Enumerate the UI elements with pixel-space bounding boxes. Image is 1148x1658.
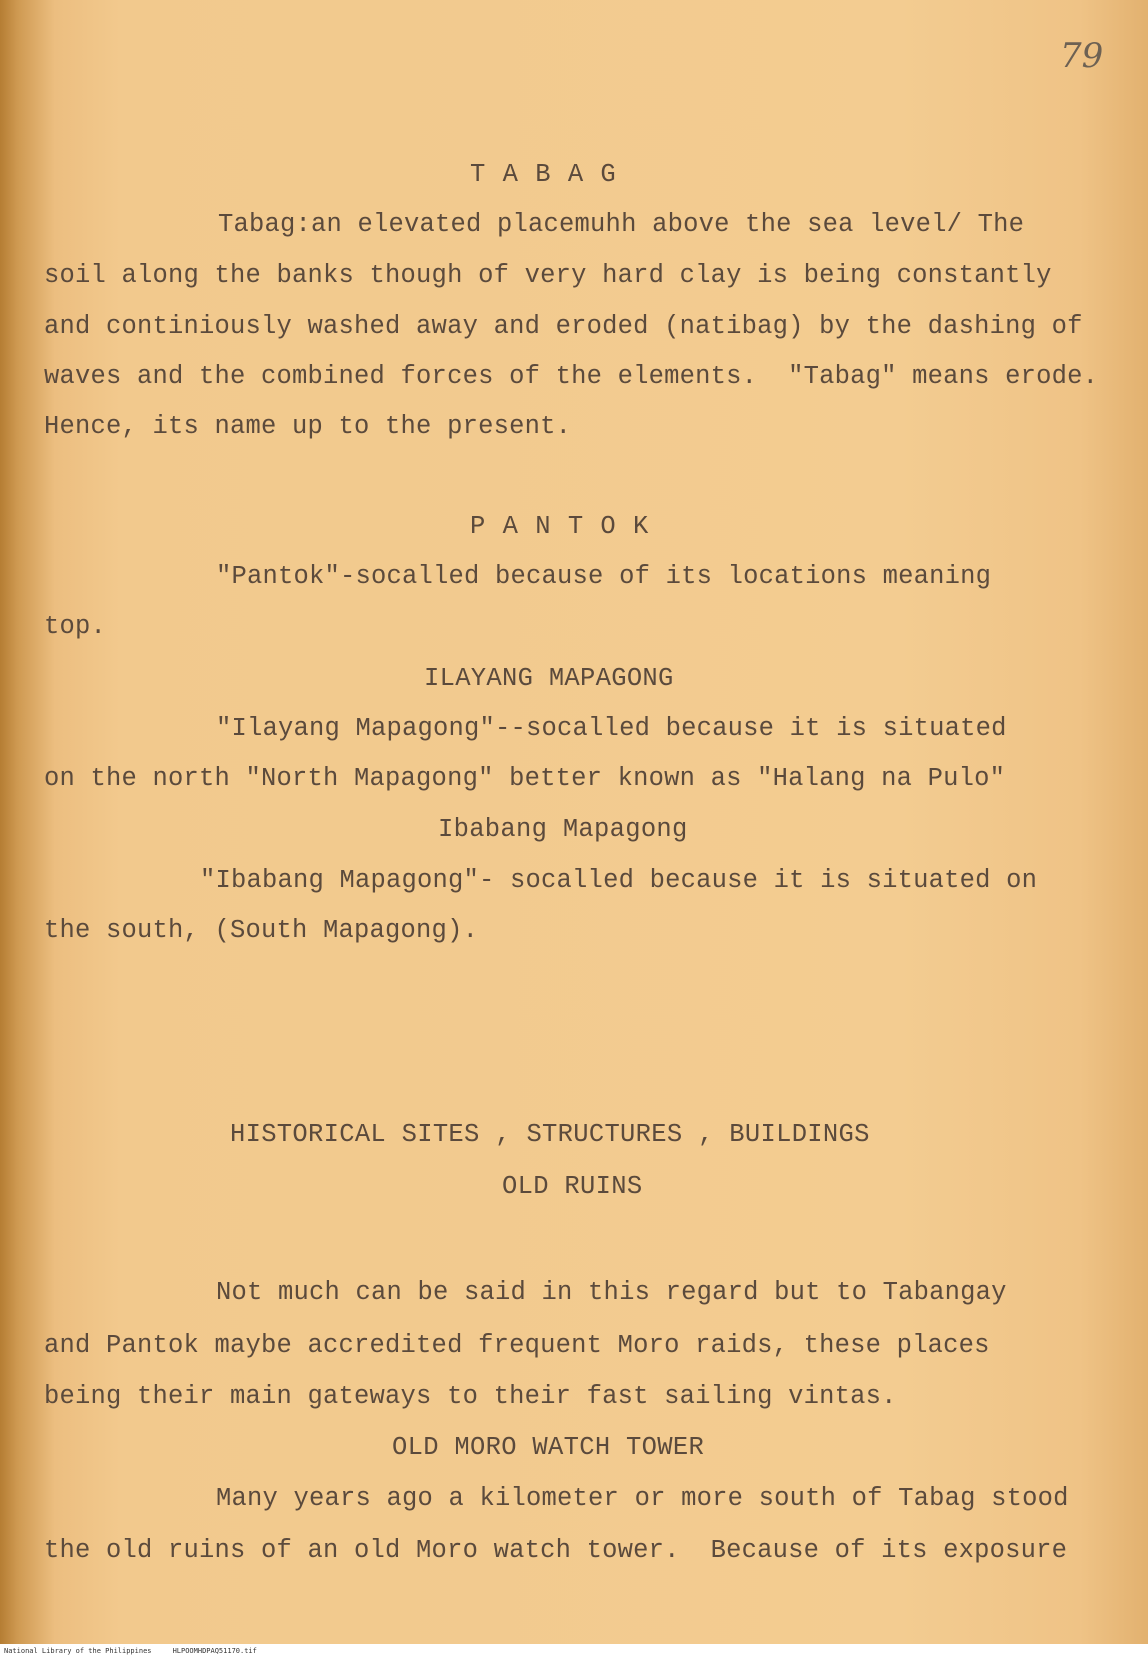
heading-ibabang-mapagong: Ibabang Mapagong — [438, 815, 688, 844]
paragraph-line: Many years ago a kilometer or more south of Tabag stood — [216, 1484, 1069, 1513]
paragraph-line: "Ilayang Mapagong"--socalled because it is situated — [216, 714, 1007, 743]
heading-ilayang-mapagong: ILAYANG MAPAGONG — [424, 664, 674, 693]
paragraph-line: the old ruins of an old Moro watch tower. Because of its exposure — [44, 1536, 1068, 1565]
paragraph-line: the south, (South Mapagong). — [44, 916, 479, 945]
paragraph-line: "Pantok"-socalled because of its locations meaning — [216, 562, 992, 591]
paragraph-line: "Ibabang Mapagong"- socalled because it is situated on — [200, 866, 1038, 895]
paragraph-line: waves and the combined forces of the elements. "Tabag" means erode. — [44, 362, 1099, 391]
paragraph-line: being their main gateways to their fast sailing vintas. — [44, 1382, 897, 1411]
paragraph-line: top. — [44, 612, 107, 641]
heading-historical-sites: HISTORICAL SITES , STRUCTURES , BUILDINGS — [230, 1120, 870, 1149]
heading-old-ruins: OLD RUINS — [502, 1172, 643, 1201]
page-number: 79 — [1060, 36, 1104, 76]
heading-tabag: T A B A G — [470, 160, 617, 189]
paragraph-line: soil along the banks though of very hard clay is being constantly — [44, 261, 1052, 290]
paragraph-line: Tabag:an elevated placemuhh above the sea level/ The — [218, 210, 1025, 239]
paragraph-line: Hence, its name up to the present. — [44, 412, 572, 441]
paragraph-line: on the north "North Mapagong" better known as "Halang na Pulo" — [44, 764, 1006, 793]
paragraph-line: and Pantok maybe accredited frequent Moro raids, these places — [44, 1331, 990, 1360]
scan-footer: National Library of the Philippines HLPOOMHDPAQ51170.tif — [0, 1644, 1148, 1658]
heading-pantok: P A N T O K — [470, 512, 650, 541]
heading-old-moro-watch-tower: OLD MORO WATCH TOWER — [392, 1433, 705, 1462]
paragraph-line: and continiously washed away and eroded (natibag) by the dashing of — [44, 312, 1083, 341]
paragraph-line: Not much can be said in this regard but to Tabangay — [216, 1278, 1007, 1307]
